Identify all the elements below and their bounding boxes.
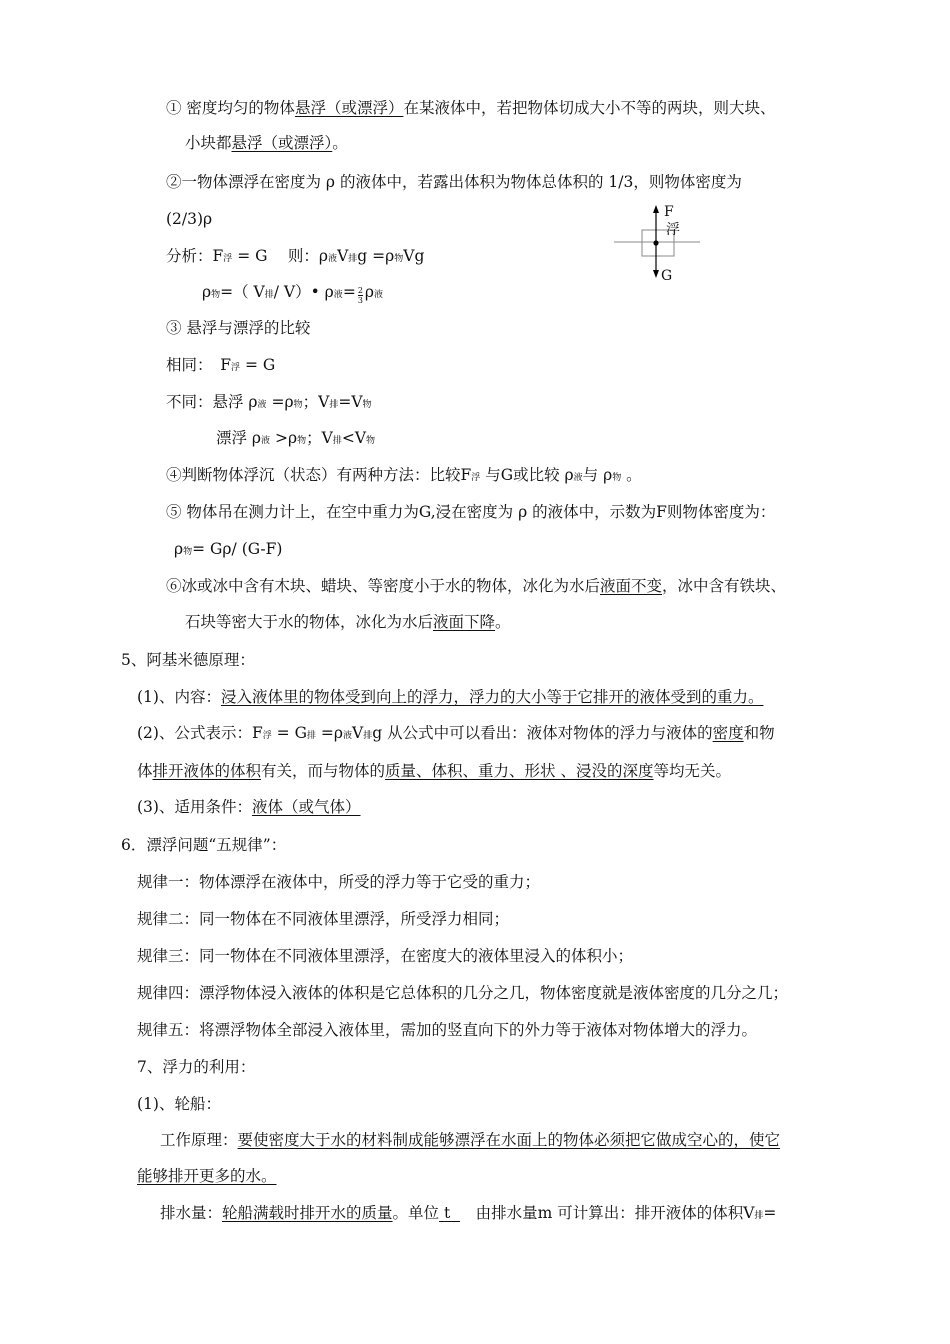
subscript: 物 — [297, 436, 307, 446]
rule-2: 规律二：同一物体在不同液体里漂浮，所受浮力相同； — [137, 910, 510, 928]
subscript: 浮 — [231, 363, 241, 373]
subscript: 浮 — [223, 254, 233, 264]
text: (3)、适用条件： — [137, 798, 252, 816]
section-5-item-2-line-1 — [137, 723, 775, 746]
section-5-item-3 — [137, 797, 360, 817]
text: =V — [338, 393, 363, 411]
paragraph-1-line-2 — [185, 133, 348, 153]
buoyant-arrow-head — [653, 205, 659, 213]
section-7-item-1: (1)、轮船： — [137, 1095, 221, 1113]
subscript: 浮 — [262, 731, 272, 741]
text: =ρ — [315, 724, 344, 742]
working-principle-line-1 — [160, 1130, 780, 1150]
text: >ρ — [270, 429, 298, 447]
subscript: 物 — [183, 547, 193, 557]
rule-1: 规律一：物体漂浮在液体中，所受的浮力等于它受的重力； — [137, 873, 541, 891]
paragraph-6-line-1 — [166, 576, 786, 596]
subscript: 物 — [394, 254, 404, 264]
force-label-g: G — [661, 268, 673, 284]
underlined-answer: 轮船满载时排开水的质量 — [222, 1204, 393, 1222]
text: g 从公式中可以看出：液体对物体的浮力与液体的 — [372, 724, 713, 742]
underlined-answer: 液体（或气体） — [251, 798, 361, 816]
subscript: 排 — [329, 400, 339, 410]
text: 在某液体中，若把物体切成大小不等的两块，则大块、 — [403, 99, 776, 117]
underlined-answer: 要使密度大于水的材料制成能够漂浮在水面上的物体必须把它做成空心的，使它 — [237, 1131, 781, 1149]
text: 体 — [137, 762, 153, 780]
subscript: 液 — [257, 400, 267, 410]
force-diagram — [614, 200, 704, 290]
subscript: 物 — [366, 436, 376, 446]
paragraph-1-line-1 — [166, 98, 775, 118]
underlined-answer: 排开液体的体积 — [152, 762, 262, 780]
rule-4: 规律四：漂浮物体浸入液体的体积是它总体积的几分之几，物体密度就是液体密度的几分之几； — [137, 984, 789, 1002]
underlined-answer: 密度 — [712, 724, 744, 742]
subscript: 排 — [332, 436, 342, 446]
section-6-heading: 6．漂浮问题“五规律”： — [121, 836, 287, 854]
underlined-answer: 悬浮（或漂浮） — [231, 134, 333, 152]
paragraph-4 — [166, 465, 642, 488]
text: V — [352, 724, 364, 742]
underlined-answer: 悬浮（或漂浮） — [294, 99, 404, 117]
text: ρ — [174, 540, 184, 558]
text: = G — [271, 724, 307, 742]
subscript: 物 — [293, 400, 303, 410]
subscript: 液 — [333, 290, 343, 300]
text: ，冰中含有铁块、 — [662, 577, 787, 595]
text: ⑥冰或冰中含有木块、蜡块、等密度小于水的物体，冰化为水后 — [166, 577, 601, 595]
text: 与 ρ — [582, 466, 613, 484]
center-point — [653, 240, 658, 245]
difference-line-1 — [166, 392, 372, 415]
density-formula-line — [202, 282, 383, 309]
text: 。 — [495, 613, 511, 631]
text: 。 — [332, 134, 348, 152]
text: ρ — [202, 283, 212, 301]
text: 分析：F — [166, 247, 224, 265]
difference-line-2 — [216, 428, 375, 451]
text: =（ V — [220, 283, 265, 301]
displacement-line — [160, 1203, 776, 1226]
text: Vg — [403, 247, 425, 265]
text: g =ρ — [357, 247, 395, 265]
rule-3: 规律三：同一物体在不同液体里漂浮，在密度大的液体里浸入的体积小； — [137, 947, 634, 965]
force-label-f: F — [664, 204, 674, 220]
underlined-answer: 质量、体积、重力、形状 、浸没的深度 — [385, 762, 654, 780]
subscript: 排 — [363, 731, 373, 741]
subscript: 液 — [374, 290, 384, 300]
subscript: 液 — [261, 436, 271, 446]
text: <V — [341, 429, 367, 447]
rule-5: 规律五：将漂浮物体全部浸入液体里，需加的竖直向下的外力等于液体对物体增大的浮力。 — [137, 1021, 758, 1039]
text: 漂浮 ρ — [216, 429, 262, 447]
gravity-arrow-head — [653, 270, 659, 278]
text: 。单位 — [392, 1204, 440, 1222]
text: 排水量： — [160, 1204, 223, 1222]
text: V — [337, 247, 349, 265]
text: ；V — [302, 393, 330, 411]
text: / V）• ρ — [273, 283, 334, 301]
paragraph-5-formula — [174, 539, 282, 562]
fraction-numerator: 2 — [357, 286, 363, 295]
working-principle-line-2 — [137, 1166, 277, 1186]
text: =ρ — [266, 393, 294, 411]
underlined-answer: 能够排开更多的水。 — [137, 1167, 277, 1185]
paragraph-5: ⑤ 物体吊在测力计上，在空中重力为G,浸在密度为 ρ 的液体中，示数为F则物体密度为： — [166, 503, 776, 521]
subscript: 液 — [343, 731, 353, 741]
text: = Gρ/ (G-F) — [192, 540, 283, 558]
text: = — [763, 1204, 777, 1222]
section-5-item-2-line-2 — [137, 761, 731, 781]
analysis-line — [166, 246, 424, 269]
paragraph-3-heading: ③ 悬浮与漂浮的比较 — [166, 319, 311, 337]
subscript: 液 — [573, 473, 583, 483]
subscript: 排 — [264, 290, 274, 300]
section-5-heading: 5、阿基米德原理： — [121, 651, 255, 669]
section-7-heading: 7、浮力的利用： — [137, 1058, 256, 1076]
underlined-answer: 液面不变 — [600, 577, 663, 595]
fraction — [358, 286, 363, 305]
force-diagram-svg — [614, 200, 704, 290]
text: 与G或比较 ρ — [480, 466, 574, 484]
subscript: 排 — [754, 1211, 764, 1221]
force-label-fu: 浮 — [666, 222, 680, 238]
underlined-answer: 浸入液体里的物体受到向上的浮力，浮力的大小等于它排开的液体受到的重力。 — [220, 688, 764, 706]
text: = G 则：ρ — [232, 247, 329, 265]
text: ④判断物体浮沉（状态）有两种方法：比较F — [166, 466, 472, 484]
text: (1)、内容： — [137, 688, 221, 706]
subscript: 排 — [348, 254, 358, 264]
text: 工作原理： — [160, 1131, 238, 1149]
fraction-denominator: 3 — [357, 296, 363, 305]
text: 由排水量m 可计算出：排开液体的体积V — [460, 1204, 755, 1222]
text: 等均无关。 — [653, 762, 731, 780]
section-5-item-1 — [137, 687, 763, 707]
text: 有关，而与物体的 — [261, 762, 386, 780]
subscript: 浮 — [471, 473, 481, 483]
text: = G — [240, 356, 276, 374]
paragraph-2-line-1: ②一物体漂浮在密度为 ρ 的液体中，若露出体积为物体总体积的 1/3，则物体密度为 — [166, 173, 742, 191]
same-line — [166, 355, 275, 378]
text: 小块都 — [185, 134, 232, 152]
paragraph-2-line-2: (2/3)ρ — [166, 210, 213, 228]
subscript: 物 — [612, 473, 622, 483]
underlined-answer: 液面下降 — [433, 613, 496, 631]
subscript: 物 — [362, 400, 372, 410]
subscript: 排 — [306, 731, 316, 741]
text: 石块等密大于水的物体，冰化为水后 — [185, 613, 434, 631]
text: ① 密度均匀的物体 — [166, 99, 295, 117]
text: 相同： F — [166, 356, 232, 374]
text: ρ — [364, 283, 375, 301]
subscript: 液 — [328, 254, 338, 264]
underlined-unit: t — [439, 1204, 461, 1222]
text: (2)、公式表示：F — [137, 724, 263, 742]
text: 。 — [621, 466, 642, 484]
text: 不同：悬浮 ρ — [166, 393, 258, 411]
text: = — [342, 283, 356, 301]
text: ；V — [306, 429, 333, 447]
subscript: 物 — [211, 290, 221, 300]
text: 和物 — [743, 724, 775, 742]
paragraph-6-line-2 — [185, 612, 511, 632]
